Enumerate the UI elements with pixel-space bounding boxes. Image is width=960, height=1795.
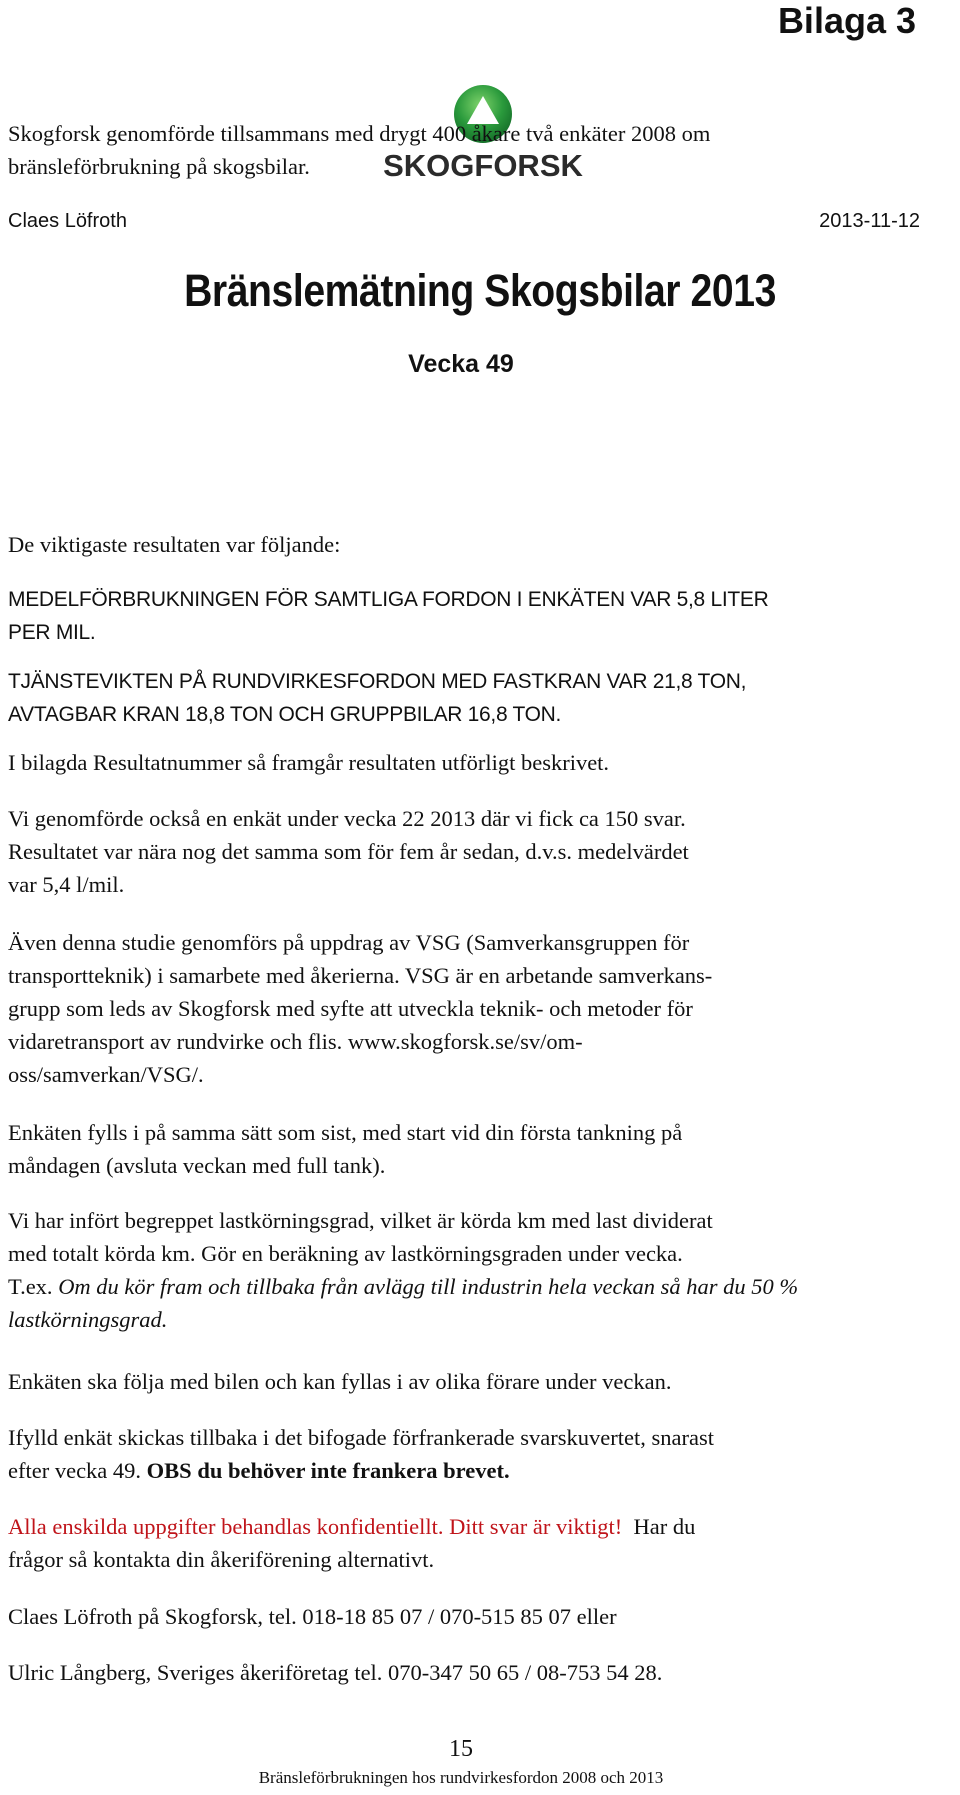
vsg-line-5: oss/samverkan/VSG/.: [8, 1062, 204, 1087]
contact-1: [8, 1600, 928, 1633]
results-heading-paragraph: [8, 528, 928, 561]
page-footer: Bränsleförbrukningen hos rundvirkesfordon 2008 och 2013: [258, 1768, 664, 1787]
survey-2013-paragraph: [8, 802, 928, 901]
confidentiality-notice: Alla enskilda uppgifter behandlas konfidentiellt. Ditt svar är viktigt!: [8, 1514, 623, 1539]
example-italic: Om du kör fram och tillbaka från avlägg till industrin hela veckan så har du 50 %: [58, 1274, 799, 1299]
vsg-line-2: transportteknik) i samarbete med åkerierna. VSG är en arbetande samverkans-: [8, 963, 713, 988]
results-reference-paragraph: [8, 746, 928, 779]
caps-result-1: [8, 583, 928, 649]
instructions-line-1: Enkäten fylls i på samma sätt som sist, med start vid din första tankning på: [8, 1120, 683, 1145]
intro-line-1: Skogforsk genomförde tillsammans med drygt 400 åkare två enkäter 2008 om: [8, 121, 711, 146]
vehicle-paragraph: [8, 1365, 928, 1398]
survey-line-2: Resultatet var nära nog det samma som för fem år sedan, d.v.s. medelvärdet: [8, 839, 689, 864]
caps-result-2-line-2: AVTAGBAR KRAN 18,8 TON OCH GRUPPBILAR 16,8 TON.: [8, 703, 562, 726]
load-ratio-line-1: Vi har infört begreppet lastkörningsgrad, vilket är körda km med last dividerat: [8, 1208, 713, 1233]
return-line-2: [8, 1454, 928, 1487]
confidentiality-line-1: [8, 1510, 928, 1543]
results-heading-text: De viktigaste resultaten var följande:: [8, 532, 341, 557]
confidentiality-line-2: frågor så kontakta din åkeriförening alternativt.: [8, 1547, 435, 1572]
page-number: 15: [449, 1736, 473, 1762]
vsg-line-4: vidaretransport av rundvirke och flis. www.skogforsk.se/sv/om-: [8, 1029, 583, 1054]
contact-1-text: Claes Löfroth på Skogforsk, tel. 018-18 85 07 / 070-515 85 07 eller: [8, 1604, 617, 1629]
survey-line-1: Vi genomförde också en enkät under vecka 22 2013 där vi fick ca 150 svar.: [8, 806, 686, 831]
results-reference-text: I bilagda Resultatnummer så framgår resultaten utförligt beskrivet.: [8, 750, 610, 775]
survey-line-3: var 5,4 l/mil.: [8, 872, 125, 897]
contact-2: [8, 1656, 928, 1689]
load-ratio-line-2: med totalt körda km. Gör en beräkning av lastkörningsgraden under vecka.: [8, 1241, 683, 1266]
caps-result-2-line-1: TJÄNSTEVIKTEN PÅ RUNDVIRKESFORDON MED FASTKRAN VAR 21,8 TON,: [8, 670, 747, 693]
confidentiality-paragraph: [8, 1510, 928, 1576]
contact-2-text: Ulric Långberg, Sveriges åkeriföretag tel. 070-347 50 65 / 08-753 54 28.: [8, 1660, 663, 1685]
no-postage-notice: OBS du behöver inte frankera brevet.: [146, 1458, 510, 1483]
document-date: 2013-11-12: [819, 210, 920, 232]
return-prefix: efter vecka 49.: [8, 1458, 147, 1483]
logo-wordmark: SKOGFORSK: [383, 148, 583, 183]
example-italic-end: lastkörningsgrad.: [8, 1307, 168, 1332]
load-ratio-line-3: [8, 1270, 928, 1303]
instructions-paragraph: [8, 1116, 928, 1182]
questions-prefix: Har du: [622, 1514, 696, 1539]
vsg-paragraph: [8, 926, 928, 1091]
intro-paragraph-lines: [8, 117, 928, 183]
author-name: Claes Löfroth: [8, 210, 127, 232]
vsg-line-3: grupp som leds av Skogforsk med syfte att utveckla teknik- och metoder för: [8, 996, 693, 1021]
vehicle-text: Enkäten ska följa med bilen och kan fyllas i av olika förare under veckan.: [8, 1369, 672, 1394]
caps-result-2: [8, 665, 928, 731]
page-title: Bränslemätning Skogsbilar 2013: [184, 265, 776, 316]
vsg-line-1: Även denna studie genomförs på uppdrag av VSG (Samverkansgruppen för: [8, 930, 690, 955]
caps-result-1-line-1: MEDELFÖRBRUKNINGEN FÖR SAMTLIGA FORDON I ENKÄTEN VAR 5,8 LITER: [8, 588, 769, 611]
instructions-line-2: måndagen (avsluta veckan med full tank).: [8, 1153, 386, 1178]
load-ratio-paragraph: [8, 1204, 928, 1336]
load-ratio-line-4: [8, 1303, 928, 1336]
attachment-label: Bilaga 3: [777, 0, 916, 41]
example-prefix: T.ex.: [8, 1274, 59, 1299]
intro-line-2: bränsleförbrukning på skogsbilar.: [8, 154, 310, 179]
return-paragraph: [8, 1421, 928, 1487]
return-line-1: Ifylld enkät skickas tillbaka i det bifogade förfrankerade svarskuvertet, snarast: [8, 1425, 714, 1450]
caps-result-1-line-2: PER MIL.: [8, 621, 96, 644]
page-subtitle: Vecka 49: [408, 350, 514, 378]
